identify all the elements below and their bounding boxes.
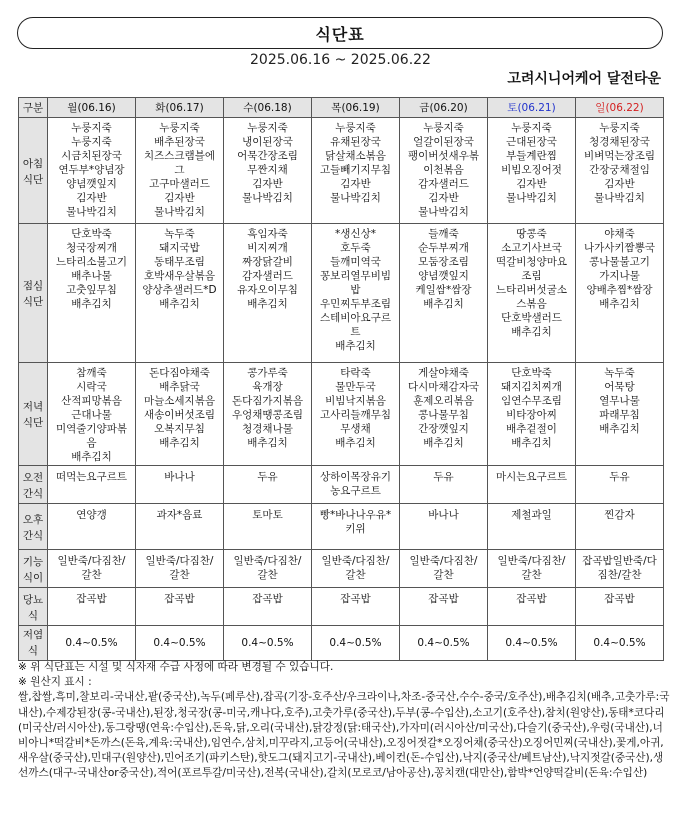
menu-item: 땅콩죽: [516, 228, 547, 240]
menu-item: 일반죽/다짐찬/: [409, 555, 478, 567]
menu-item: 잡곡밥: [252, 593, 283, 605]
menu-item: 0.4~0.5%: [417, 637, 470, 649]
menu-item: 음: [86, 437, 97, 449]
menu-item: 스테비아요구르: [319, 312, 391, 324]
menu-item: 일반죽/다짐찬/: [321, 555, 390, 567]
menu-item: 감자샐러드: [418, 178, 469, 190]
menu-cell-breakfast-day2: [224, 118, 312, 224]
menu-item: 일반죽/다짐찬/: [233, 555, 302, 567]
menu-cell-special-day1: [136, 550, 224, 588]
menu-item: 배추김치: [71, 298, 112, 310]
table-row-amsnack: [19, 466, 664, 504]
menu-cell-breakfast-day5: [488, 118, 576, 224]
menu-item: 파래무침: [599, 409, 640, 421]
menu-item: 배추김치: [335, 340, 376, 352]
menu-item: 0.4~0.5%: [241, 637, 294, 649]
menu-cell-diabetic-day2: [224, 588, 312, 626]
menu-item: 일반죽/다짐찬/: [497, 555, 566, 567]
menu-item: 농요구르트: [330, 485, 381, 497]
menu-item: 배추김치: [159, 298, 200, 310]
menu-item: 비타장아찌: [506, 409, 557, 421]
menu-item: 양상추샐러드*D: [142, 284, 217, 296]
menu-item: 0.4~0.5%: [65, 637, 118, 649]
menu-item: 갈찬: [433, 569, 454, 581]
menu-item: 호박새우살볶음: [143, 270, 215, 282]
menu-item: 김자반: [604, 178, 635, 190]
menu-item: 유채된장국: [330, 136, 381, 148]
menu-item: 돈다짐가지볶음: [231, 395, 303, 407]
row-label-breakfast: [19, 118, 48, 224]
menu-item: 순두부찌개: [418, 242, 469, 254]
menu-item: 누룽지죽: [71, 122, 112, 134]
menu-item: 근대된장국: [506, 136, 557, 148]
menu-item: 돼지김치찌개: [501, 381, 562, 393]
menu-item: 잡곡밥: [516, 593, 547, 605]
row-label-line: 간식: [22, 488, 44, 500]
menu-item: 유자오이무침: [237, 284, 298, 296]
menu-item: 배추김치: [423, 298, 464, 310]
menu-cell-diabetic-day1: [136, 588, 224, 626]
menu-item: 훈제오리볶음: [413, 395, 474, 407]
menu-item: 무짠지채: [247, 164, 288, 176]
menu-cell-pmsnack-day6: [576, 504, 664, 550]
menu-cell-amsnack-day6: [576, 466, 664, 504]
menu-item: 단호박샐러드: [501, 312, 562, 324]
menu-item: 스볶음: [516, 298, 547, 310]
menu-cell-dinner-day2: [224, 363, 312, 466]
menu-item: 상하이목장유기: [319, 471, 391, 483]
menu-item: 무생채: [340, 423, 371, 435]
change-notice: ※ 위 식단표는 시설 및 식자재 수급 사정에 따라 변경될 수 있습니다.: [18, 661, 334, 673]
menu-cell-pmsnack-day5: [488, 504, 576, 550]
menu-cell-diabetic-day3: [312, 588, 400, 626]
menu-item: 들깨미역국: [330, 256, 381, 268]
menu-cell-lowsalt-day0: [48, 626, 136, 661]
organization-name: 고려시니어케어 달전타운: [507, 71, 661, 87]
menu-cell-dinner-day3: [312, 363, 400, 466]
header-day-fri: 금(06.20): [400, 98, 488, 118]
menu-item: 얼갈이된장국: [413, 136, 474, 148]
menu-item: 냉이된장국: [242, 136, 293, 148]
row-label-line: 점심: [22, 280, 44, 292]
menu-item: 치즈스크램블에: [143, 150, 215, 162]
menu-item: 부들계란찜: [506, 150, 557, 162]
menu-item: 갈찬: [345, 569, 366, 581]
menu-item: 어묵탕: [604, 381, 635, 393]
header-day-sun: 일(06.22): [576, 98, 664, 118]
menu-item: 물만두국: [335, 381, 376, 393]
menu-cell-pmsnack-day2: [224, 504, 312, 550]
row-label-amsnack: [19, 466, 48, 504]
menu-item: 찐감자: [604, 509, 635, 521]
menu-item: 콩가루죽: [247, 367, 288, 379]
menu-item: 소고기사브국: [501, 242, 562, 254]
menu-item: 고사리들깨무침: [319, 409, 391, 421]
menu-item: 0.4~0.5%: [329, 637, 382, 649]
row-label-line: 식단: [22, 417, 44, 429]
menu-item: 양배추찜*쌈장: [586, 284, 653, 296]
menu-item: 콩나물불고기: [589, 256, 650, 268]
menu-cell-lowsalt-day6: [576, 626, 664, 661]
menu-cell-breakfast-day4: [400, 118, 488, 224]
row-label-line: 식: [27, 610, 39, 622]
origin-title: ※ 원산지 표시 :: [18, 676, 92, 689]
menu-item: 닭살채소볶음: [325, 150, 386, 162]
menu-item: 청국장찌개: [66, 242, 117, 254]
table-row-dinner: [19, 363, 664, 466]
menu-cell-breakfast-day6: [576, 118, 664, 224]
menu-item: 배추김치: [247, 437, 288, 449]
row-label-line: 식이: [22, 572, 44, 584]
row-label-line: 기능: [22, 556, 44, 568]
menu-item: 참깨죽: [76, 367, 107, 379]
menu-cell-breakfast-day3: [312, 118, 400, 224]
menu-item: 짜장닭갈비: [242, 256, 293, 268]
menu-cell-special-day2: [224, 550, 312, 588]
menu-item: 빵*바나나우유*: [319, 509, 392, 521]
menu-item: 마시는요구르트: [495, 471, 567, 483]
notes-section: [18, 660, 670, 782]
table-header-row: [19, 98, 664, 118]
menu-item: 열무나물: [599, 395, 640, 407]
menu-item: 잡곡밥: [76, 593, 107, 605]
menu-item: 누룽지죽: [511, 122, 552, 134]
header-category: 구분: [19, 98, 48, 118]
menu-item: 김자반: [516, 178, 547, 190]
menu-item: 김자반: [164, 192, 195, 204]
menu-item: 짐찬/갈찬: [597, 569, 642, 581]
row-label-line: 오전: [22, 472, 44, 484]
menu-item: 밥: [350, 284, 361, 296]
menu-item: 녹두죽: [164, 228, 195, 240]
menu-item: 고구마샐러드: [149, 178, 210, 190]
menu-cell-lowsalt-day1: [136, 626, 224, 661]
menu-item: 잡곡밥: [428, 593, 459, 605]
menu-item: 두유: [609, 471, 630, 483]
menu-item: 제철과일: [511, 509, 552, 521]
row-label-line: 아침: [22, 157, 44, 170]
row-label-line: 저염: [22, 629, 44, 641]
menu-item: 흑임자죽: [247, 228, 288, 240]
menu-item: 연양갱: [76, 509, 107, 521]
menu-cell-special-day3: [312, 550, 400, 588]
menu-cell-amsnack-day3: [312, 466, 400, 504]
menu-item: 그: [174, 164, 185, 176]
menu-cell-lunch-day0: [48, 224, 136, 363]
menu-item: 콩나물무침: [418, 409, 469, 421]
menu-item: 트: [350, 326, 361, 338]
menu-item: 비지찌개: [247, 242, 288, 254]
menu-item: 키위: [345, 523, 366, 535]
menu-item: 비빔오징어젓: [501, 164, 562, 176]
page-title: [17, 17, 663, 49]
menu-item: 토마토: [252, 509, 283, 521]
menu-item: 시금치된장국: [61, 150, 122, 162]
menu-item: 일반죽/다짐찬/: [57, 555, 126, 567]
menu-item: 청경채나물: [242, 423, 293, 435]
menu-cell-pmsnack-day4: [400, 504, 488, 550]
menu-item: 감자샐러드: [242, 270, 293, 282]
menu-item: 비벼먹는장조림: [583, 150, 655, 162]
menu-item: 느타리소불고기: [55, 256, 127, 268]
menu-item: 과자*음료: [156, 509, 203, 521]
menu-cell-lunch-day5: [488, 224, 576, 363]
table-row-diabetic: [19, 588, 664, 626]
menu-item: 누룽지죽: [423, 122, 464, 134]
menu-item: 우민찌두부조림: [319, 298, 391, 310]
menu-item: 배추김치: [71, 451, 112, 463]
menu-item: 배추김치: [511, 326, 552, 338]
menu-item: 비빔낙지볶음: [325, 395, 386, 407]
menu-item: 다시마채감자국: [407, 381, 479, 393]
menu-cell-pmsnack-day0: [48, 504, 136, 550]
header-day-thu: 목(06.19): [312, 98, 400, 118]
menu-cell-lunch-day4: [400, 224, 488, 363]
menu-item: 0.4~0.5%: [153, 637, 206, 649]
menu-item: 누룽지죽: [159, 122, 200, 134]
menu-item: 느타리버섯굴소: [495, 284, 567, 296]
menu-cell-lowsalt-day2: [224, 626, 312, 661]
menu-item: 누룽지죽: [71, 136, 112, 148]
header-day-wed: 수(06.18): [224, 98, 312, 118]
menu-item: 배추나물: [71, 270, 112, 282]
menu-item: 김자반: [76, 192, 107, 204]
menu-item: 잡곡밥일반죽/다: [582, 555, 657, 567]
menu-item: 누룽지죽: [335, 122, 376, 134]
origin-text: 쌀,찹쌀,흑미,찰보리-국내산,팥(중국산),녹두(페루산),잡곡(기장-호주산/우크라이나,차조-중국산,수수-중국/호주산),배추김치(배추,고춧가루:국내산),수제강된장(콩-국내산),된장,청국장(콩-미국,캐나다,호주),고춧가루(중국산),두부(콩-수입산),소고기(호주산),참치(원양산),동태*코다리(미국산/러시아산),동그랑땡(연육:수입산),돈육,닭,오리(국내산),닭강정(닭:태국산),가자미(러시아산/미국산),다슬기(중국산),우렁(국내산),너비아니*떡갈비*돈까스(돈육,계육:국내산),임연수,삼치,미꾸라지,고등어(국내산),오징어젓갈*오징어채(중국산)오징어민찌(국내산),꽃게,아귀,새우살(중국산),민대구(원양산),민어조기(파키스탄),핫도그(돼지고기-국내산),베이컨(돈-수입산),낙지(중국산/베트남산),낙지젓갈(중국산),생선까스(대구-국내산or중국산),적어(포르투갈/미국산),전복(국내산),갈치(모로코/남아공산),꽁치캔(대만산),함박*언양떡갈비(돈육:수입산): [18, 691, 670, 780]
header-day-sat: 토(06.21): [488, 98, 576, 118]
menu-item: 들깨죽: [428, 228, 459, 240]
row-label-line: 저녁: [22, 401, 44, 413]
menu-cell-dinner-day4: [400, 363, 488, 466]
row-label-line: 식: [27, 645, 39, 657]
menu-item: 두유: [433, 471, 454, 483]
menu-item: 돈다짐야채죽: [149, 367, 210, 379]
menu-item: 고들빼기지무침: [319, 164, 391, 176]
menu-item: 배추김치: [159, 437, 200, 449]
table-body: [19, 118, 664, 661]
row-label-special: [19, 550, 48, 588]
menu-item: 잡곡밥: [604, 593, 635, 605]
menu-item: 연두부*양념장: [58, 164, 125, 176]
menu-item: 물나박김치: [418, 206, 469, 218]
menu-item: 잡곡밥: [164, 593, 195, 605]
menu-item: 새송이버섯조림: [143, 409, 215, 421]
menu-cell-lunch-day1: [136, 224, 224, 363]
row-label-lunch: [19, 224, 48, 363]
menu-cell-lunch-day6: [576, 224, 664, 363]
menu-item: 김자반: [252, 178, 283, 190]
menu-item: 배추김치: [599, 298, 640, 310]
row-label-line: 간식: [22, 530, 44, 542]
menu-cell-lowsalt-day4: [400, 626, 488, 661]
menu-item: 물나박김치: [242, 192, 293, 204]
menu-cell-special-day6: [576, 550, 664, 588]
page-title-text: 식단표: [315, 24, 365, 44]
menu-item: 일반죽/다짐찬/: [145, 555, 214, 567]
menu-item: 간장궁채절임: [589, 164, 650, 176]
menu-cell-special-day4: [400, 550, 488, 588]
menu-item: 우엉채땡콩조림: [231, 409, 303, 421]
menu-period: 2025.06.16 ~ 2025.06.22: [250, 52, 431, 68]
menu-item: 육개장: [252, 381, 283, 393]
menu-cell-amsnack-day1: [136, 466, 224, 504]
menu-cell-dinner-day5: [488, 363, 576, 466]
menu-item: 0.4~0.5%: [593, 637, 646, 649]
menu-item: 양념깻잎지: [66, 178, 117, 190]
menu-cell-dinner-day6: [576, 363, 664, 466]
menu-item: 갈찬: [169, 569, 190, 581]
menu-cell-diabetic-day5: [488, 588, 576, 626]
menu-item: 물나박김치: [594, 192, 645, 204]
table-row-pmsnack: [19, 504, 664, 550]
menu-cell-amsnack-day5: [488, 466, 576, 504]
menu-item: 돼지국밥: [159, 242, 200, 254]
menu-item: 물나박김치: [330, 192, 381, 204]
table-row-lunch: [19, 224, 664, 363]
menu-cell-special-day0: [48, 550, 136, 588]
table-row-lowsalt: [19, 626, 664, 661]
menu-item: 떠먹는요구르트: [55, 471, 127, 483]
menu-item: 김자반: [340, 178, 371, 190]
menu-cell-special-day5: [488, 550, 576, 588]
menu-item: 배추김치: [599, 423, 640, 435]
table-row-special: [19, 550, 664, 588]
menu-item: 바나나: [428, 509, 459, 521]
menu-cell-lowsalt-day3: [312, 626, 400, 661]
menu-cell-amsnack-day4: [400, 466, 488, 504]
menu-item: 양념깻잎지: [418, 270, 469, 282]
menu-item: 고춧잎무침: [66, 284, 117, 296]
menu-item: 나가사키짬뽕국: [583, 242, 655, 254]
menu-item: 가지나물: [599, 270, 640, 282]
row-label-line: 식단: [22, 296, 44, 308]
menu-item: 임연수무조림: [501, 395, 562, 407]
menu-item: 갈찬: [257, 569, 278, 581]
menu-item: 배추김치: [247, 298, 288, 310]
row-label-line: 식단: [22, 173, 44, 186]
menu-item: 어묵간장조림: [237, 150, 298, 162]
header-day-tue: 화(06.17): [136, 98, 224, 118]
menu-item: 떡갈비청양마요: [495, 256, 567, 268]
menu-cell-pmsnack-day1: [136, 504, 224, 550]
menu-item: 배추김치: [335, 437, 376, 449]
weekly-menu-table: [18, 97, 664, 661]
menu-item: 갈찬: [81, 569, 102, 581]
header-day-mon: 월(06.16): [48, 98, 136, 118]
menu-item: 게살야채죽: [418, 367, 469, 379]
menu-item: 배추김치: [511, 437, 552, 449]
menu-item: 단호박죽: [71, 228, 112, 240]
menu-cell-diabetic-day0: [48, 588, 136, 626]
menu-cell-diabetic-day6: [576, 588, 664, 626]
menu-item: 누룽지죽: [599, 122, 640, 134]
menu-item: 간장깻잎지: [418, 423, 469, 435]
menu-item: 호두죽: [340, 242, 371, 254]
menu-cell-diabetic-day4: [400, 588, 488, 626]
menu-item: 물나박김치: [506, 192, 557, 204]
menu-cell-pmsnack-day3: [312, 504, 400, 550]
menu-cell-lunch-day3: [312, 224, 400, 363]
menu-item: 청경채된장국: [589, 136, 650, 148]
row-label-line: 오후: [22, 514, 44, 526]
menu-item: 오복지무침: [154, 423, 205, 435]
menu-item: 김자반: [428, 192, 459, 204]
menu-item: 야채죽: [604, 228, 635, 240]
menu-item: 배추겉절이: [506, 423, 557, 435]
menu-item: 갈찬: [521, 569, 542, 581]
menu-item: 물나박김치: [66, 206, 117, 218]
menu-item: 팽이버섯새우볶: [407, 150, 479, 162]
menu-item: 누룽지죽: [247, 122, 288, 134]
menu-cell-dinner-day0: [48, 363, 136, 466]
menu-cell-lunch-day2: [224, 224, 312, 363]
menu-item: 케일쌈*쌈장: [415, 284, 472, 296]
menu-item: 바나나: [164, 471, 195, 483]
menu-item: 0.4~0.5%: [505, 637, 558, 649]
row-label-diabetic: [19, 588, 48, 626]
menu-item: 마늘소세지볶음: [143, 395, 215, 407]
menu-item: 잡곡밥: [340, 593, 371, 605]
menu-item: 이천볶음: [423, 164, 464, 176]
menu-item: 꽁보리열무비빔: [319, 270, 391, 282]
row-label-dinner: [19, 363, 48, 466]
table-row-breakfast: [19, 118, 664, 224]
menu-item: 미역줄기양파볶: [55, 423, 127, 435]
row-label-lowsalt: [19, 626, 48, 661]
menu-item: 조림: [521, 270, 542, 282]
menu-cell-breakfast-day0: [48, 118, 136, 224]
menu-cell-amsnack-day2: [224, 466, 312, 504]
row-label-line: 당뇨: [22, 594, 44, 606]
menu-cell-breakfast-day1: [136, 118, 224, 224]
menu-cell-dinner-day1: [136, 363, 224, 466]
menu-cell-amsnack-day0: [48, 466, 136, 504]
menu-item: 배추김치: [423, 437, 464, 449]
menu-item: 두유: [257, 471, 278, 483]
menu-item: *생신상*: [335, 228, 376, 240]
menu-item: 타락죽: [340, 367, 371, 379]
menu-item: 단호박죽: [511, 367, 552, 379]
menu-item: 동태무조림: [154, 256, 205, 268]
menu-item: 물나박김치: [154, 206, 205, 218]
row-label-pmsnack: [19, 504, 48, 550]
menu-cell-lowsalt-day5: [488, 626, 576, 661]
menu-item: 배추된장국: [154, 136, 205, 148]
menu-item: 모둠장조림: [418, 256, 469, 268]
menu-item: 산적피망볶음: [61, 395, 122, 407]
menu-item: 근대나물: [71, 409, 112, 421]
menu-item: 녹두죽: [604, 367, 635, 379]
menu-item: 배추닭국: [159, 381, 200, 393]
menu-item: 시락국: [76, 381, 107, 393]
